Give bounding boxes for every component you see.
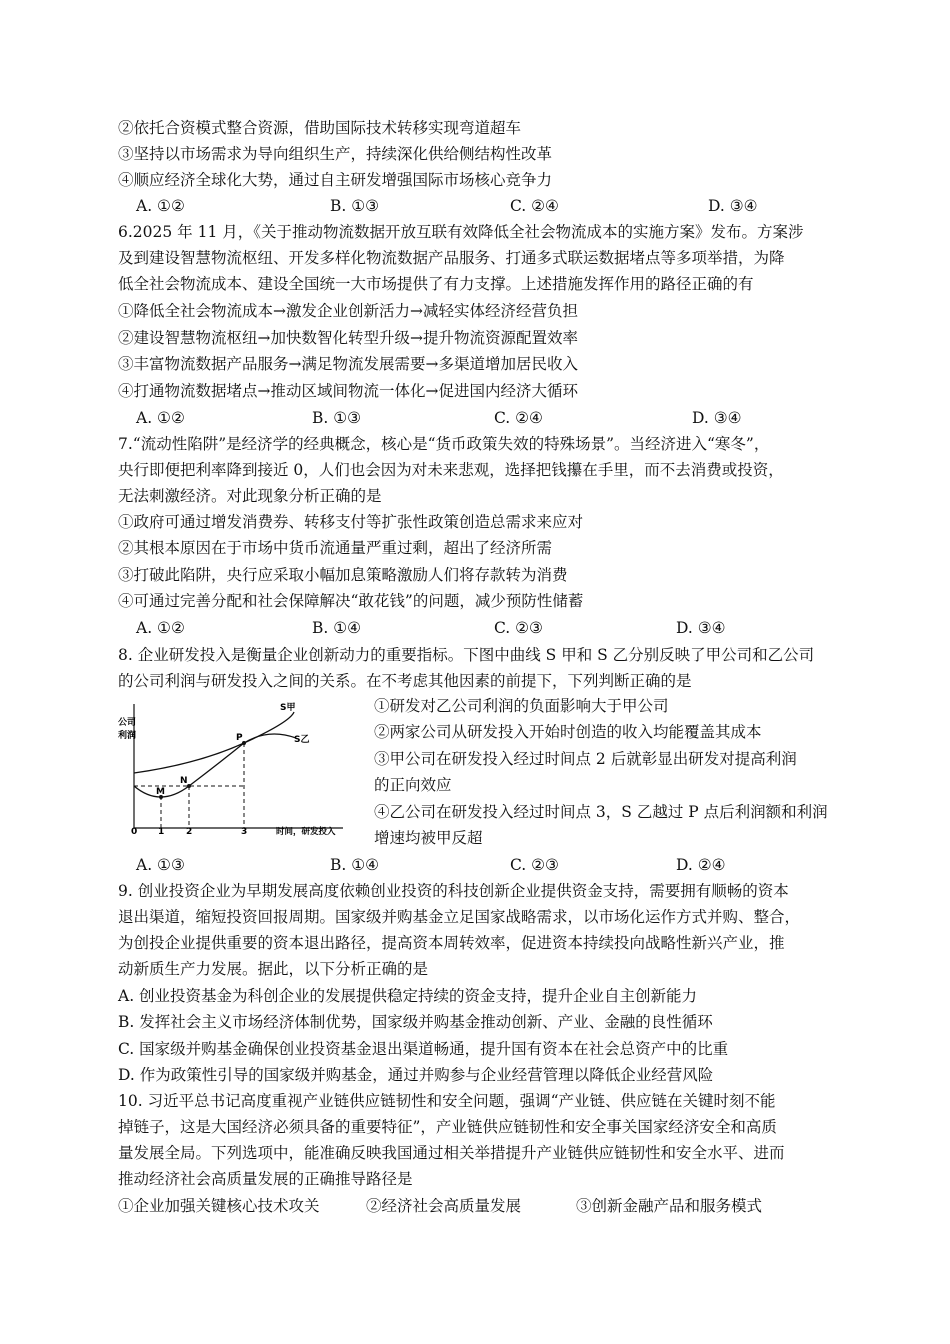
q8-option-c[interactable]: C. ②③ (510, 856, 559, 874)
q9-stem-line-4: 动新质生产力发展。据此，以下分析正确的是 (118, 960, 429, 978)
y-axis-label-2: 利润 (118, 731, 137, 741)
q8-item-2: ②两家公司从研发投入开始时创造的收入均能覆盖其成本 (374, 723, 762, 741)
q6-stem-line-2: 及到建设智慧物流枢纽、开发多样化物流数据产品服务、打通多式联运数据堵点等多项举措，为降 (118, 249, 785, 267)
q6-stem-line-3: 低全社会物流成本、建设全国统一大市场提供了有力支撑。上述措施发挥作用的路径正确的有 (118, 275, 754, 293)
q5-option-a[interactable]: A. ①② (136, 197, 185, 215)
q7-option-c[interactable]: C. ②③ (494, 619, 543, 637)
q8-profit-figure (118, 698, 358, 840)
q5-option-b[interactable]: B. ①③ (330, 197, 380, 215)
point-m-label: M (156, 787, 165, 797)
q6-item-4: ④打通物流数据堵点→推动区域间物流一体化→促进国内经济大循环 (118, 382, 578, 400)
q8-option-b[interactable]: B. ①④ (330, 856, 380, 874)
q5-item-4: ④顺应经济全球化大势，通过自主研发增强国际市场核心竞争力 (118, 171, 553, 189)
point-n-label: N (180, 776, 188, 786)
q9-option-a[interactable]: A. 创业投资基金为科创企业的发展提供稳定持续的资金支持，提升企业自主创新能力 (118, 987, 698, 1005)
point-p-label: P (236, 733, 243, 743)
q6-stem-line-1: 6.2025 年 11 月，《关于推动物流数据开放互联有效降低全社会物流成本的实施方案》发布。方案涉 (118, 223, 804, 241)
q7-option-b[interactable]: B. ①④ (312, 619, 362, 637)
q8-item-4: ④乙公司在研发投入经过时间点 3，S 乙越过 P 点后利润额和利润 (374, 803, 828, 821)
curve-s-jia-label: S甲 (280, 703, 296, 713)
q6-item-1: ①降低全社会物流成本→激发企业创新活力→减轻实体经济经营负担 (118, 302, 578, 320)
curve-s-jia (134, 712, 294, 773)
tick-2: 2 (186, 827, 193, 837)
q8-item-3: ③甲公司在研发投入经过时间点 2 后就彰显出研发对提高利润 (374, 750, 797, 768)
q9-option-d[interactable]: D. 作为政策性引导的国家级并购基金，通过并购参与企业经营管理以降低企业经营风险 (118, 1066, 714, 1084)
q7-item-1: ①政府可通过增发消费券、转移支付等扩张性政策创造总需求来应对 (118, 513, 584, 531)
q9-stem-line-3: 为创投企业提供重要的资本退出路径，提高资本周转效率，促进资本持续投向战略性新兴产业，推 (118, 934, 785, 952)
curve-s-yi-label: S乙 (294, 735, 310, 745)
q10-item-1: ①企业加强关键核心技术攻关 (118, 1197, 320, 1215)
q9-option-b[interactable]: B. 发挥社会主义市场经济体制优势，国家级并购基金推动创新、产业、金融的良性循环 (118, 1013, 713, 1031)
q10-stem-line-1: 10. 习近平总书记高度重视产业链供应链韧性和安全问题，强调“产业链、供应链在关键时刻不能 (118, 1092, 776, 1110)
q6-option-b[interactable]: B. ①③ (312, 409, 362, 427)
x-axis-label: 时间，研发投入 (276, 827, 336, 837)
y-axis-label-1: 公司 (118, 718, 137, 728)
point-n (187, 784, 191, 788)
q8-item-3-cont: 的正向效应 (374, 776, 452, 794)
q6-option-d[interactable]: D. ③④ (692, 409, 742, 427)
q9-option-c[interactable]: C. 国家级并购基金确保创业投资基金退出渠道畅通，提升国有资本在社会总资产中的比重 (118, 1040, 729, 1058)
q8-option-d[interactable]: D. ②④ (676, 856, 726, 874)
q7-stem-line-1: 7.“流动性陷阱”是经济学的经典概念，核心是“货币政策失效的特殊场景”。当经济进入“寒冬”， (118, 435, 770, 453)
q9-stem-line-2: 退出渠道，缩短投资回报周期。国家级并购基金立足国家战略需求，以市场化运作方式并购、整合， (118, 908, 801, 926)
q7-item-3: ③打破此陷阱，央行应采取小幅加息策略激励人们将存款转为消费 (118, 566, 568, 584)
q7-option-d[interactable]: D. ③④ (676, 619, 726, 637)
q8-option-a[interactable]: A. ①③ (136, 856, 185, 874)
q5-option-d[interactable]: D. ③④ (708, 197, 758, 215)
q7-stem-line-3: 无法刺激经济。对此现象分析正确的是 (118, 487, 382, 505)
q8-item-4-cont: 增速均被甲反超 (374, 829, 483, 847)
q10-stem-line-4: 推动经济社会高质量发展的正确推导路径是 (118, 1170, 413, 1188)
q6-item-2: ②建设智慧物流枢纽→加快数智化转型升级→提升物流资源配置效率 (118, 329, 578, 347)
tick-1: 1 (158, 827, 165, 837)
q7-item-2: ②其根本原因在于市场中货币流通量严重过剩，超出了经济所需 (118, 539, 553, 557)
q8-stem-line-1: 8. 企业研发投入是衡量企业创新动力的重要指标。下图中曲线 S 甲和 S 乙分别反映了甲公司和乙公司 (118, 646, 815, 664)
q6-option-a[interactable]: A. ①② (136, 409, 185, 427)
q8-item-1: ①研发对乙公司利润的负面影响大于甲公司 (374, 697, 669, 715)
q8-stem-line-2: 的公司利润与研发投入之间的关系。在不考虑其他因素的前提下，下列判断正确的是 (118, 672, 692, 690)
q7-option-a[interactable]: A. ①② (136, 619, 185, 637)
tick-0: 0 (131, 827, 138, 837)
q5-item-3: ③坚持以市场需求为导向组织生产，持续深化供给侧结构性改革 (118, 145, 553, 163)
q6-option-c[interactable]: C. ②④ (494, 409, 543, 427)
q7-item-4: ④可通过完善分配和社会保障解决“敢花钱”的问题，减少预防性储蓄 (118, 592, 584, 610)
q10-item-2: ②经济社会高质量发展 (366, 1197, 522, 1215)
tick-3: 3 (241, 827, 248, 837)
q10-stem-line-2: 掉链子，这是大国经济必须具备的重要特征”，产业链供应链韧性和安全事关国家经济安全和高质 (118, 1118, 777, 1136)
q5-option-c[interactable]: C. ②④ (510, 197, 559, 215)
q10-stem-line-3: 量发展全局。下列选项中，能准确反映我国通过相关举措提升产业链供应链韧性和安全水平、进而 (118, 1144, 785, 1162)
q9-stem-line-1: 9. 创业投资企业为早期发展高度依赖创业投资的科技创新企业提供资金支持，需要拥有顺畅的资本 (118, 882, 789, 900)
q6-item-3: ③丰富物流数据产品服务→满足物流发展需要→多渠道增加居民收入 (118, 355, 578, 373)
q5-item-2: ②依托合资模式整合资源，借助国际技术转移实现弯道超车 (118, 119, 522, 137)
q7-stem-line-2: 央行即便把利率降到接近 0，人们也会因为对未来悲观，选择把钱攥在手里，而不去消费或投资， (118, 461, 784, 479)
q10-item-3: ③创新金融产品和服务模式 (576, 1197, 763, 1215)
